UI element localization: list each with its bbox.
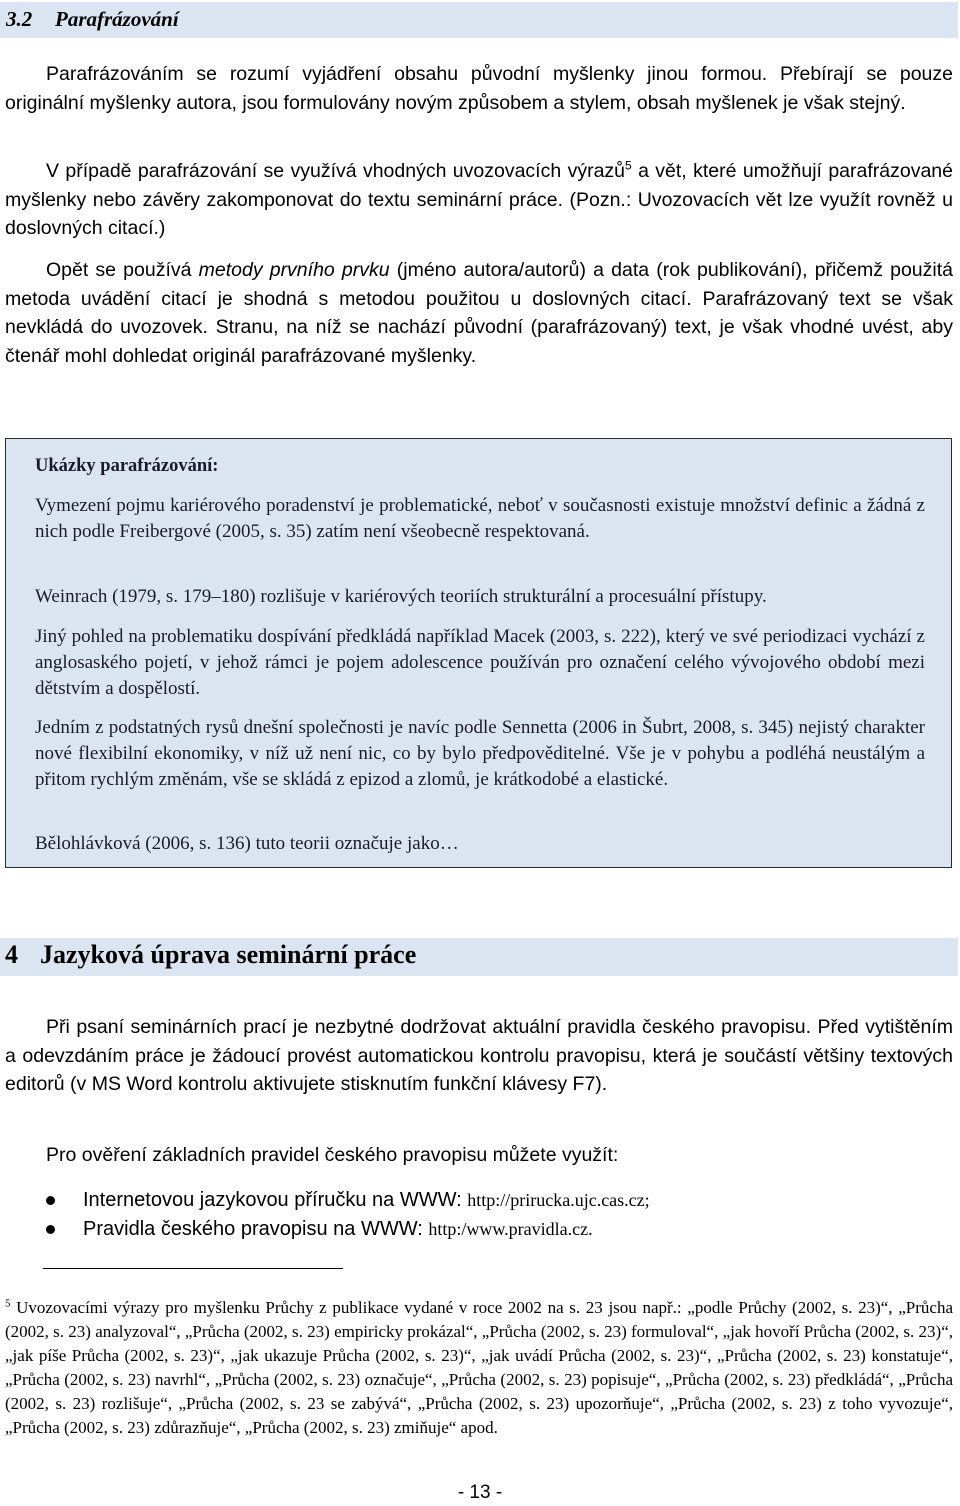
list-item (40, 1215, 650, 1244)
paragraph-3-text-a: Opět se používá (46, 259, 199, 281)
resource-list (40, 1186, 650, 1244)
footnote-reference[interactable]: 5 (625, 158, 632, 173)
example-item: Jedním z podstatných rysů dnešní společnosti je navíc podle Sennetta (2006 in Šubrt, 2008, s. 345) nejistý charakter nové flexibilní ekonomiky, v níž už není nic, co by bylo předpověditelné. Vše je v pohybu a podléhá neustálým a přitom rychlým změnám, vše se skládá z epizod a zlomů, je krátkodobé a elastické. (35, 717, 925, 790)
chapter-title: Jazyková úprava seminární práce (40, 940, 417, 969)
bullet-icon (46, 1196, 55, 1205)
section-number: 3.2 (6, 7, 33, 31)
example-box-title: Ukázky parafrázování: (35, 456, 219, 476)
paragraph-3-text-b: (jméno autora/autorů) a data (rok publikování), přičemž použitá metoda uvádění citací je shodná s metodou použitou u doslovných citací. Parafrázovaný text se však nevkládá do uvozovek. Stranu, na níž se nachází původní (parafrázovaný) text, je však vhodné uvést, aby čtenář mohl dohledat originál parafrázované myšlenky. (5, 259, 953, 367)
list-item-label: Pravidla českého pravopisu na WWW: (83, 1218, 429, 1240)
prirucka-link[interactable]: http://prirucka.ujc.cas.cz; (467, 1190, 650, 1210)
list-item (40, 1186, 650, 1215)
list-item-label: Internetovou jazykovou příručku na WWW: (83, 1189, 468, 1211)
footnote-marker: 5 (5, 1297, 11, 1310)
example-item: Vymezení pojmu kariérového poradenství je problematické, neboť v současnosti existuje množství definic a žádná z nich podle Freibergové (2005, s. 35) zatím není všeobecně respektovaná. (35, 495, 925, 542)
page-number: - 13 - (457, 1482, 503, 1503)
section-title: Parafrázování (55, 7, 179, 31)
paragraph-5: Pro ověření základních pravidel českého pravopisu můžete využít: (46, 1144, 619, 1166)
example-item: Weinrach (1979, s. 179–180) rozlišuje v kariérových teoriích strukturální a procesuální přístupy. (35, 586, 767, 607)
chapter-number: 4 (5, 940, 18, 969)
paragraph-2-text-b: a vět, které umožňují parafrázované myšlenky nebo závěry zakomponovat do textu seminární práce. (Pozn.: Uvozovacích vět lze využít rovněž u doslovných citací.) (5, 160, 953, 239)
paragraph-3 (5, 256, 953, 370)
footnote (5, 1296, 953, 1440)
example-box (5, 438, 952, 868)
example-item: Jiný pohled na problematiku dospívání předkládá například Macek (2003, s. 222), který ve své periodizaci vychází z anglosaského pojetí, v jehož rámci je pojem adolescence používán pro označení celého vývojového období mezi dětstvím a dospělostí. (35, 626, 925, 699)
footnote-separator (43, 1268, 343, 1269)
bullet-icon (46, 1225, 55, 1234)
pravidla-link[interactable]: http:/www.pravidla.cz. (428, 1219, 593, 1239)
paragraph-4: Při psaní seminárních prací je nezbytné dodržovat aktuální pravidla českého pravopisu. Před vytištěním a odevzdáním práce je žádoucí provést automatickou kontrolu pravopisu, která je součástí většiny textových editorů (v MS Word kontrolu aktivujete stisknutím funkční klávesy F7). (5, 1016, 953, 1095)
paragraph-1: Parafrázováním se rozumí vyjádření obsahu původní myšlenky jinou formou. Přebírají se pouze originální myšlenky autora, jsou formulovány novým způsobem a stylem, obsah myšlenek je však stejný. (5, 63, 953, 114)
paragraph-2-text-a: V případě parafrázování se využívá vhodných uvozovacích výrazů (46, 160, 626, 182)
footnote-text: Uvozovacími výrazy pro myšlenku Průchy z publikace vydané v roce 2002 na s. 23 jsou např.: „podle Průchy (2002, s. 23)“, „Průcha (2002, s. 23) analyzoval“, „Průcha (2002, s. 23) empiricky prokázal“, „Průcha (2002, s. 23) formuloval“, „jak hovoří Průcha (2002, s. 23)“, „jak píše Průcha (2002, s. 23)“, „jak ukazuje Průcha (2002, s. 23)“, „jak uvádí Průcha (2002, s. 23)“, „Průcha (2002, s. 23) konstatuje“, „Průcha (2002, s. 23) navrhl“, „Průcha (2002, s. 23) označuje“, „Průcha (2002, s. 23) popisuje“, „Průcha (2002, s. 23) předkládá“, „Průcha (2002, s. 23) rozlišuje“, „Průcha (2002, s. 23 se zabývá“, „Průcha (2002, s. 23) upozorňuje“, „Průcha (2002, s. 23) z toho vyvozuje“, „Průcha (2002, s. 23) zdůrazňuje“, „Průcha (2002, s. 23) zmiňuje“ apod. (5, 1298, 953, 1437)
example-item: Bělohlávková (2006, s. 136) tuto teorii označuje jako… (35, 833, 459, 854)
paragraph-3-emphasis: metody prvního prvku (198, 259, 390, 281)
paragraph-2 (5, 157, 953, 243)
chapter-heading (0, 938, 958, 976)
section-heading (0, 2, 958, 38)
